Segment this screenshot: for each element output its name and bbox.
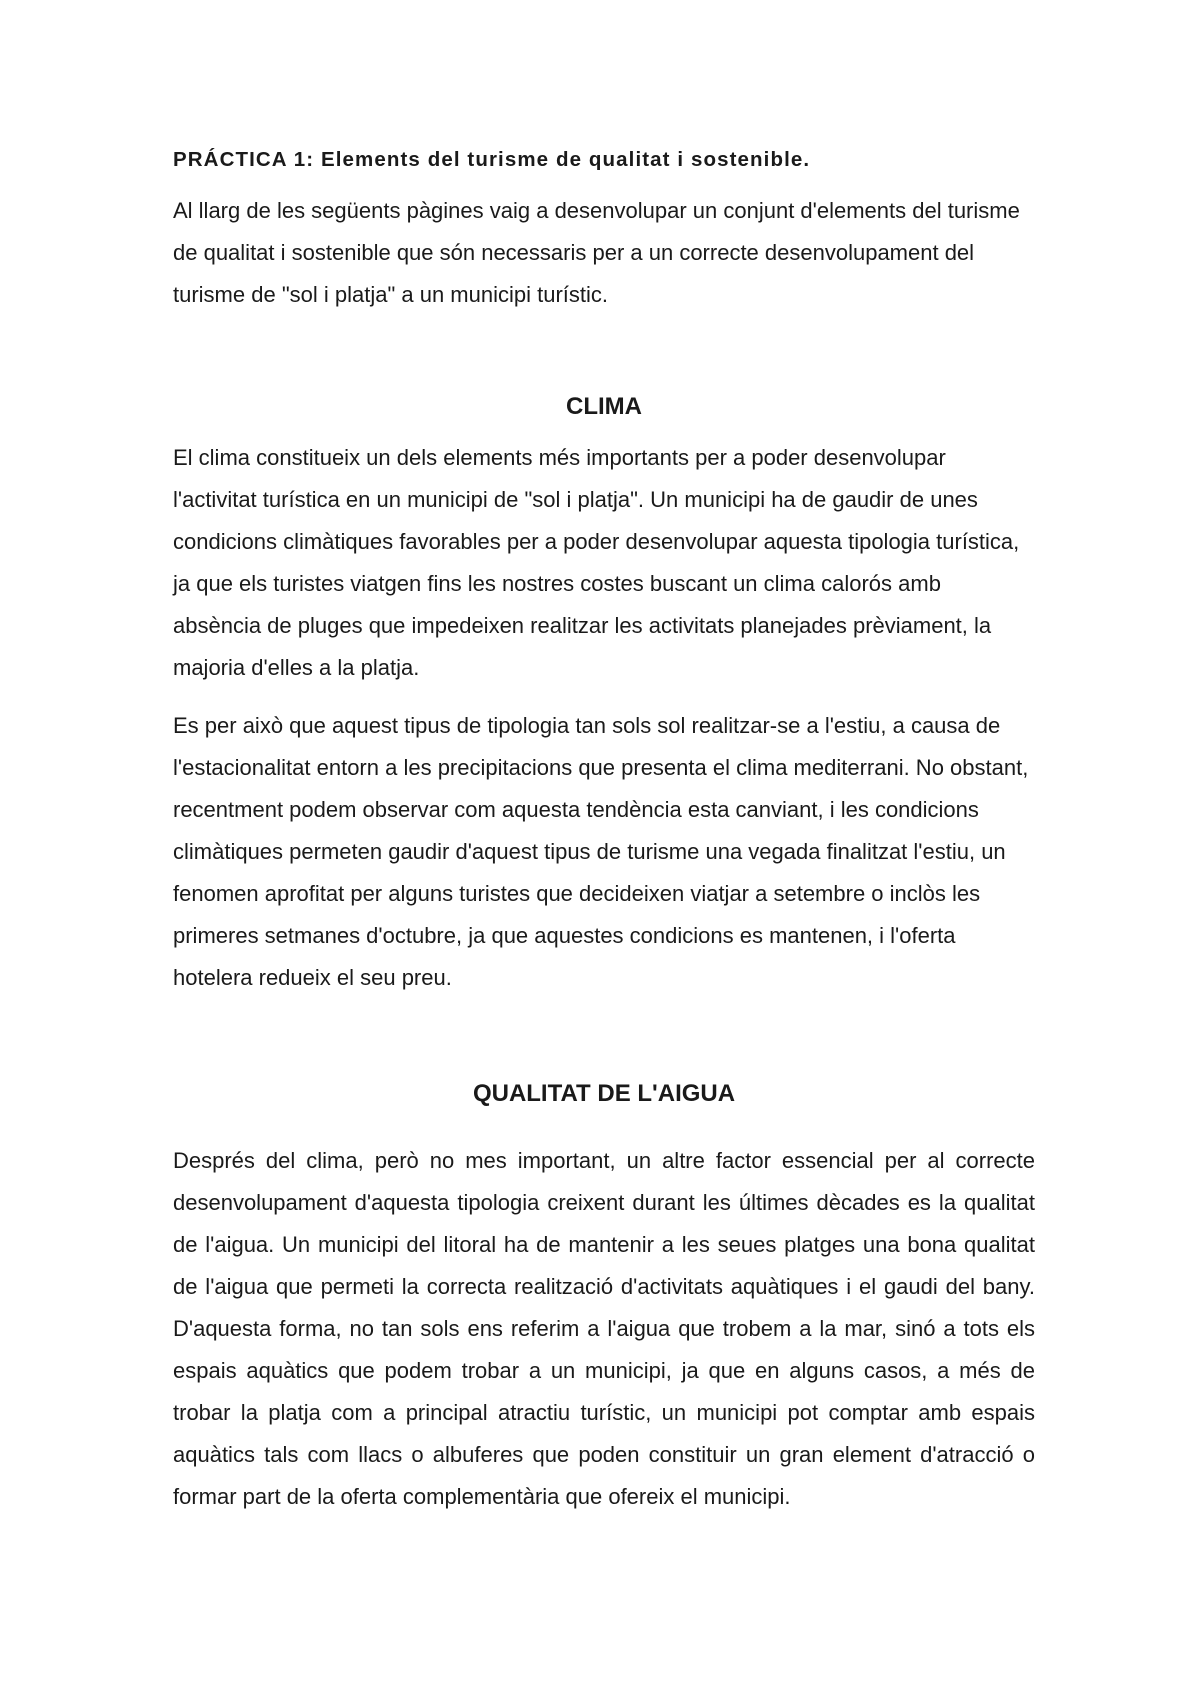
section-heading-qualitat-aigua: QUALITAT DE L'AIGUA — [472, 1080, 736, 1107]
qualitat-aigua-paragraph-1: Després del clima, però no mes important, un altre factor essencial per al correcte desenvolupament d'aquesta tipologia creixent durant les últimes dècades es la qualitat de l'aigua. Un municipi del litoral ha de mantenir a les seues platges una bona qualitat de l'aigua que permeti la correcta realització d'activitats aquàtiques i el gaudi del bany. D'aquesta forma, no tan sols ens referim a l'aigua que trobem a la mar, sinó a tots els espais aquàtics que podem trobar a un municipi, ja que en alguns casos, a més de trobar la platja com a principal atractiu turístic, un municipi pot comptar amb espais aquàtics tals com llacs o albuferes que poden constituir un gran element d'atracció o formar part de la oferta complementària que ofereix el municipi. — [173, 1148, 1035, 1509]
intro-paragraph: Al llarg de les següents pàgines vaig a desenvolupar un conjunt d'elements del turisme de qualitat i sostenible que són necessaris per a un correcte desenvolupament del turisme de "sol i platja" a un municipi turístic. — [173, 198, 1020, 307]
document-title: PRÁCTICA 1: Elements del turisme de qualitat i sostenible. — [173, 148, 811, 171]
section-heading-clima: CLIMA — [566, 393, 642, 420]
clima-paragraph-1: El clima constitueix un dels elements més importants per a poder desenvolupar l'activitat turística en un municipi de "sol i platja". Un municipi ha de gaudir de unes condicions climàtiques favorables per a poder desenvolupar aquesta tipologia turística, ja que els turistes viatgen fins les nostres costes buscant un clima calorós amb absència de pluges que impedeixen realitzar les activitats planejades prèviament, la majoria d'elles a la platja. — [173, 445, 1020, 680]
clima-paragraph-2: Es per això que aquest tipus de tipologia tan sols sol realitzar-se a l'estiu, a causa de l'estacionalitat entorn a les precipitacions que presenta el clima mediterrani. No obstant, recentment podem observar com aquesta tendència esta canviant, i les condicions climàtiques permeten gaudir d'aquest tipus de turisme una vegada finalitzat l'estiu, un fenomen aprofitat per alguns turistes que decideixen viatjar a setembre o inclòs les primeres setmanes d'octubre, ja que aquestes condicions es mantenen, i l'oferta hotelera redueix el seu preu. — [173, 713, 1029, 990]
